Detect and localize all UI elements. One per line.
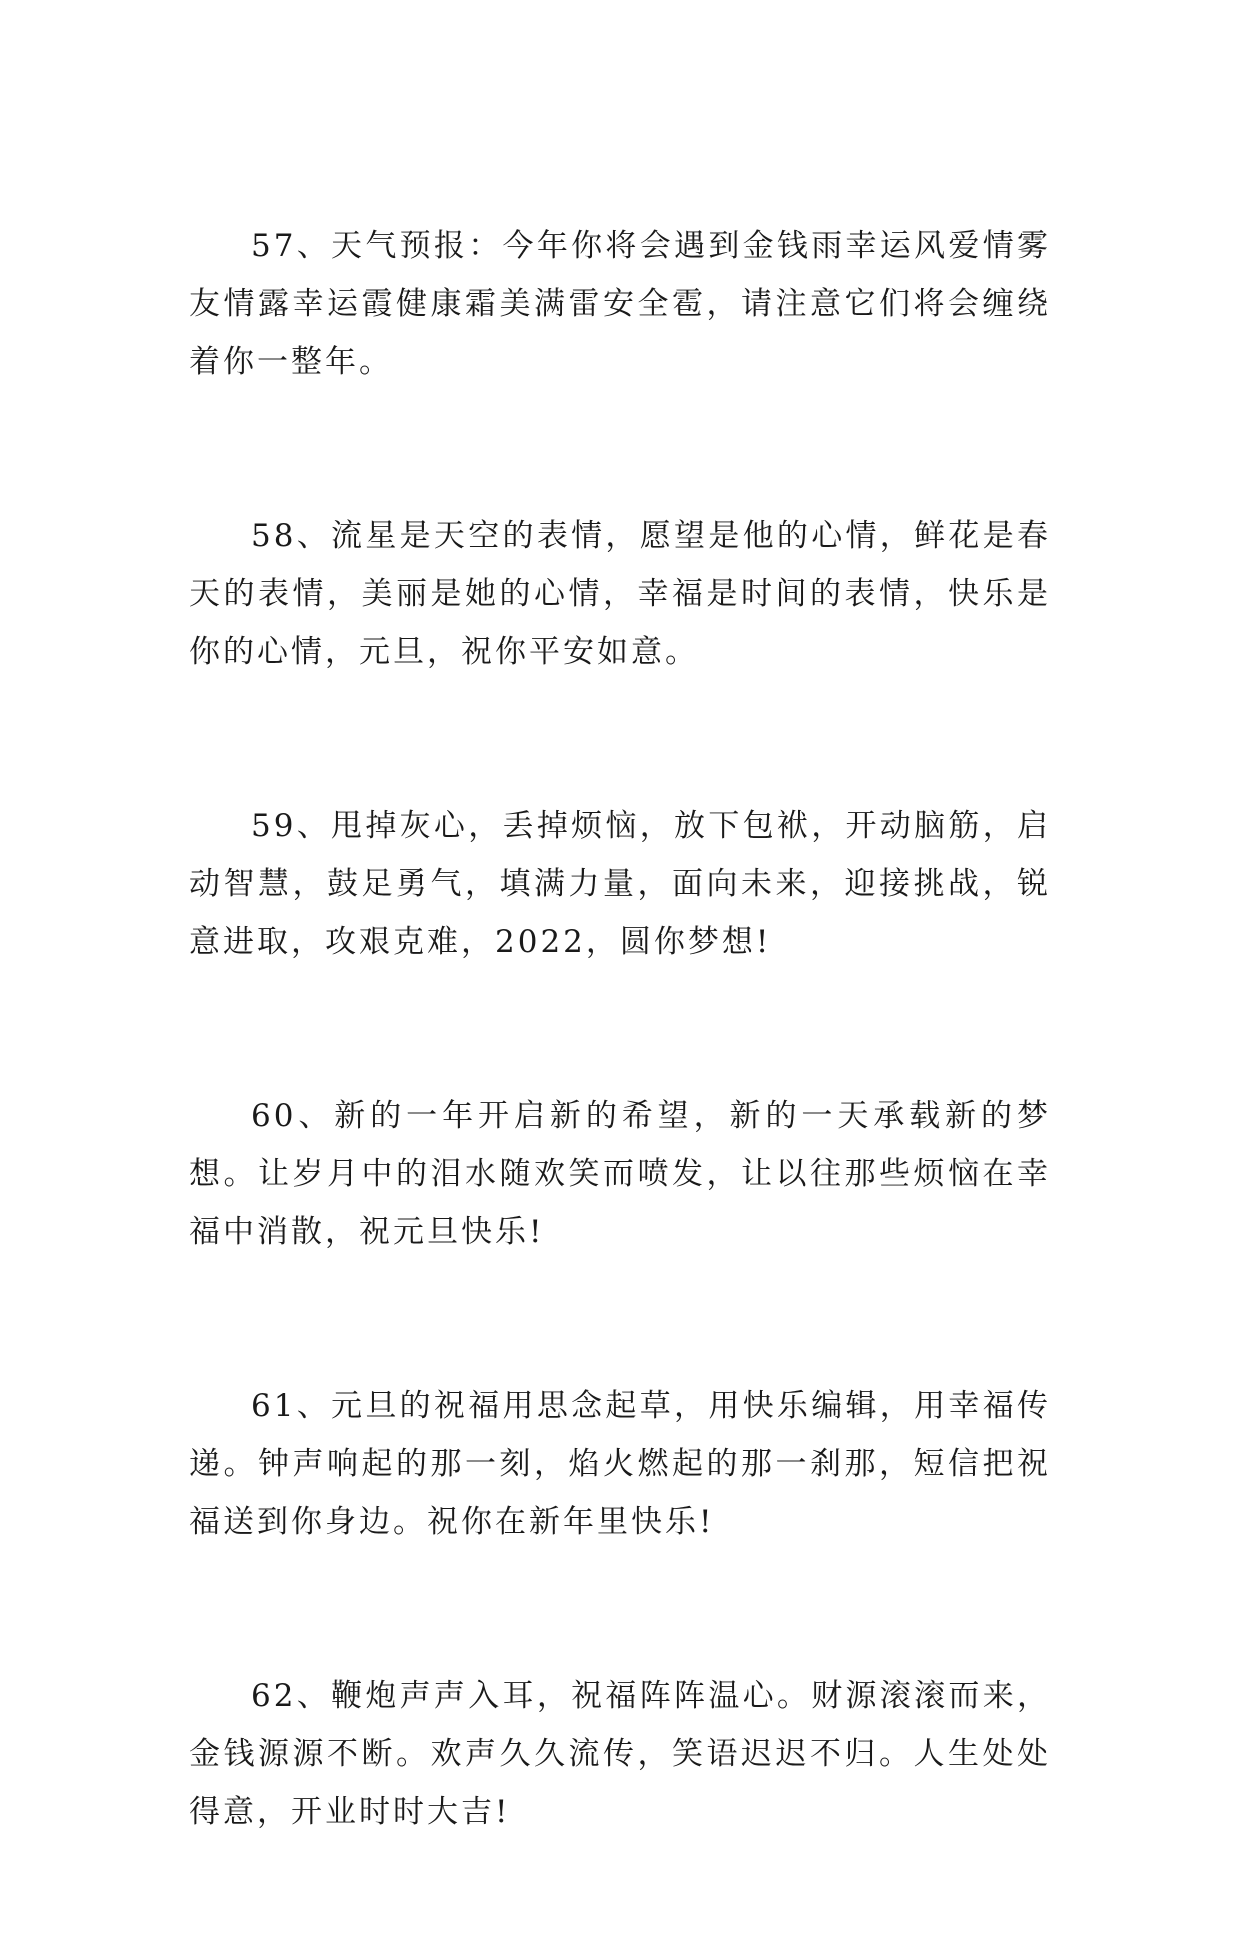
paragraph-61: 61、元旦的祝福用思念起草，用快乐编辑，用幸福传递。钟声响起的那一刻，焰火燃起的那一刹那，短信把祝福送到你身边。祝你在新年里快乐! bbox=[189, 1388, 1051, 1540]
paragraph-57: 57、天气预报：今年你将会遇到金钱雨幸运风爱情雾友情露幸运霞健康霜美满雷安全雹，请注意它们将会缠绕着你一整年。 bbox=[189, 228, 1051, 380]
paragraph-62: 62、鞭炮声声入耳，祝福阵阵温心。财源滚滚而来，金钱源源不断。欢声久久流传，笑语迟迟不归。人生处处得意，开业时时大吉! bbox=[189, 1678, 1051, 1830]
paragraph-58: 58、流星是天空的表情，愿望是他的心情，鲜花是春天的表情，美丽是她的心情，幸福是时间的表情，快乐是你的心情，元旦，祝你平安如意。 bbox=[189, 518, 1051, 670]
document-body bbox=[189, 217, 1051, 1957]
paragraph-59: 59、甩掉灰心，丢掉烦恼，放下包袱，开动脑筋，启动智慧，鼓足勇气，填满力量，面向未来，迎接挑战，锐意进取，攻艰克难，2022，圆你梦想! bbox=[189, 808, 1051, 960]
paragraph-60: 60、新的一年开启新的希望，新的一天承载新的梦想。让岁月中的泪水随欢笑而喷发，让以往那些烦恼在幸福中消散，祝元旦快乐! bbox=[189, 1098, 1051, 1250]
